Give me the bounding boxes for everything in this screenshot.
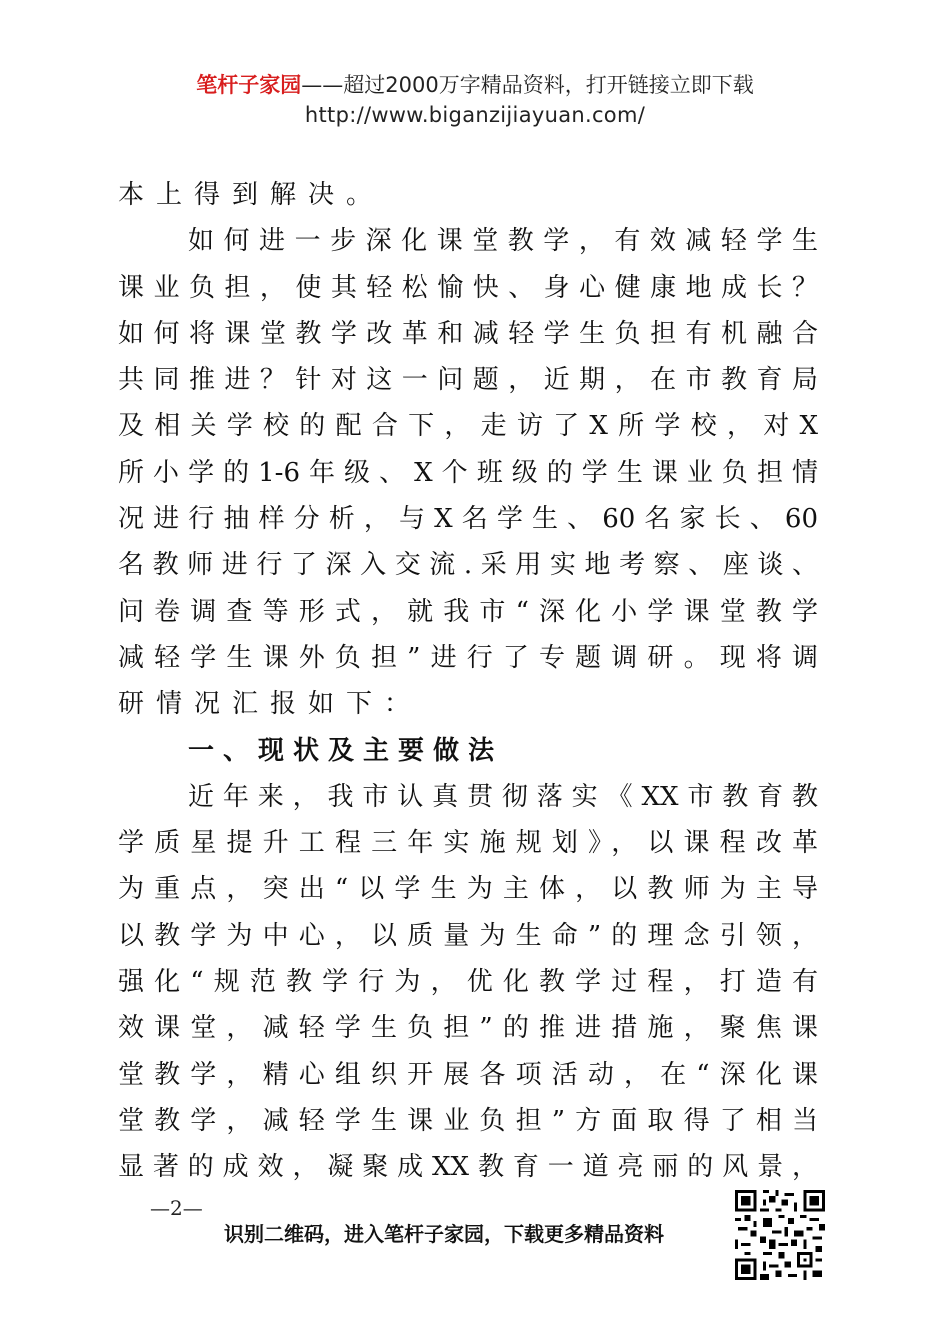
text-line: 堂教学，减轻学生课业负担”方面取得了相当 <box>118 1105 818 1136</box>
section-heading: 一、现状及主要做法 <box>188 735 504 766</box>
text-line: 如何进一步深化课堂教学，有效减轻学生 <box>188 226 818 257</box>
text-line: 问卷调查等形式，就我市“深化小学课堂教学 <box>118 596 818 627</box>
text-line: 减轻学生课外负担”进行了专题调研。现将调 <box>118 642 818 673</box>
page-header <box>0 70 950 130</box>
header-url[interactable]: http://www.biganzijiayuan.com/ <box>304 103 646 127</box>
text-line: 以教学为中心，以质量为生命”的理念引领， <box>118 920 818 951</box>
text-line: 学质星提升工程三年实施规划》，以课程改革 <box>118 828 818 859</box>
qr-code-icon[interactable] <box>735 1190 825 1280</box>
text-line: 研情况汇报如下： <box>118 689 423 720</box>
text-line: 显著的成效，凝聚成XX教育一道亮丽的风景， <box>118 1152 818 1183</box>
text-line: 如何将课堂教学改革和减轻学生负担有机融合 <box>118 318 818 349</box>
footer-promo: 识别二维码，进入笔杆子家园，下载更多精品资料 <box>224 1222 664 1246</box>
text-line: 堂教学，精心组织开展各项活动，在“深化课 <box>118 1059 818 1090</box>
text-line: 课业负担，使其轻松愉快、身心健康地成长？ <box>118 272 818 303</box>
text-line: 名教师进行了深入交流.采用实地考察、座谈、 <box>118 550 818 581</box>
header-tagline: ——超过2000万字精品资料，打开链接立即下载 <box>301 73 754 97</box>
text-line: 本上得到解决。 <box>118 180 385 210</box>
text-line: 强化“规范教学行为，优化教学过程，打造有 <box>118 967 818 998</box>
text-line: 共同推进？针对这一问题，近期，在市教育局 <box>118 365 818 396</box>
brand-name: 笔杆子家园 <box>196 72 302 97</box>
text-line: 近年来，我市认真贯彻落实《XX市教育教 <box>188 781 818 812</box>
text-line: 所小学的1-6年级、X个班级的学生课业负担情 <box>118 457 818 488</box>
text-line: 及相关学校的配合下，走访了X所学校，对X <box>118 411 818 442</box>
text-line: 效课堂，减轻学生负担”的推进措施，聚焦课 <box>118 1013 818 1044</box>
document-body <box>118 172 818 1191</box>
text-line: 为重点，突出“以学生为主体，以教师为主导 <box>118 874 818 905</box>
page-number: —2— <box>150 1196 203 1220</box>
text-line: 况进行抽样分析，与X名学生、60名家长、60 <box>118 504 818 535</box>
